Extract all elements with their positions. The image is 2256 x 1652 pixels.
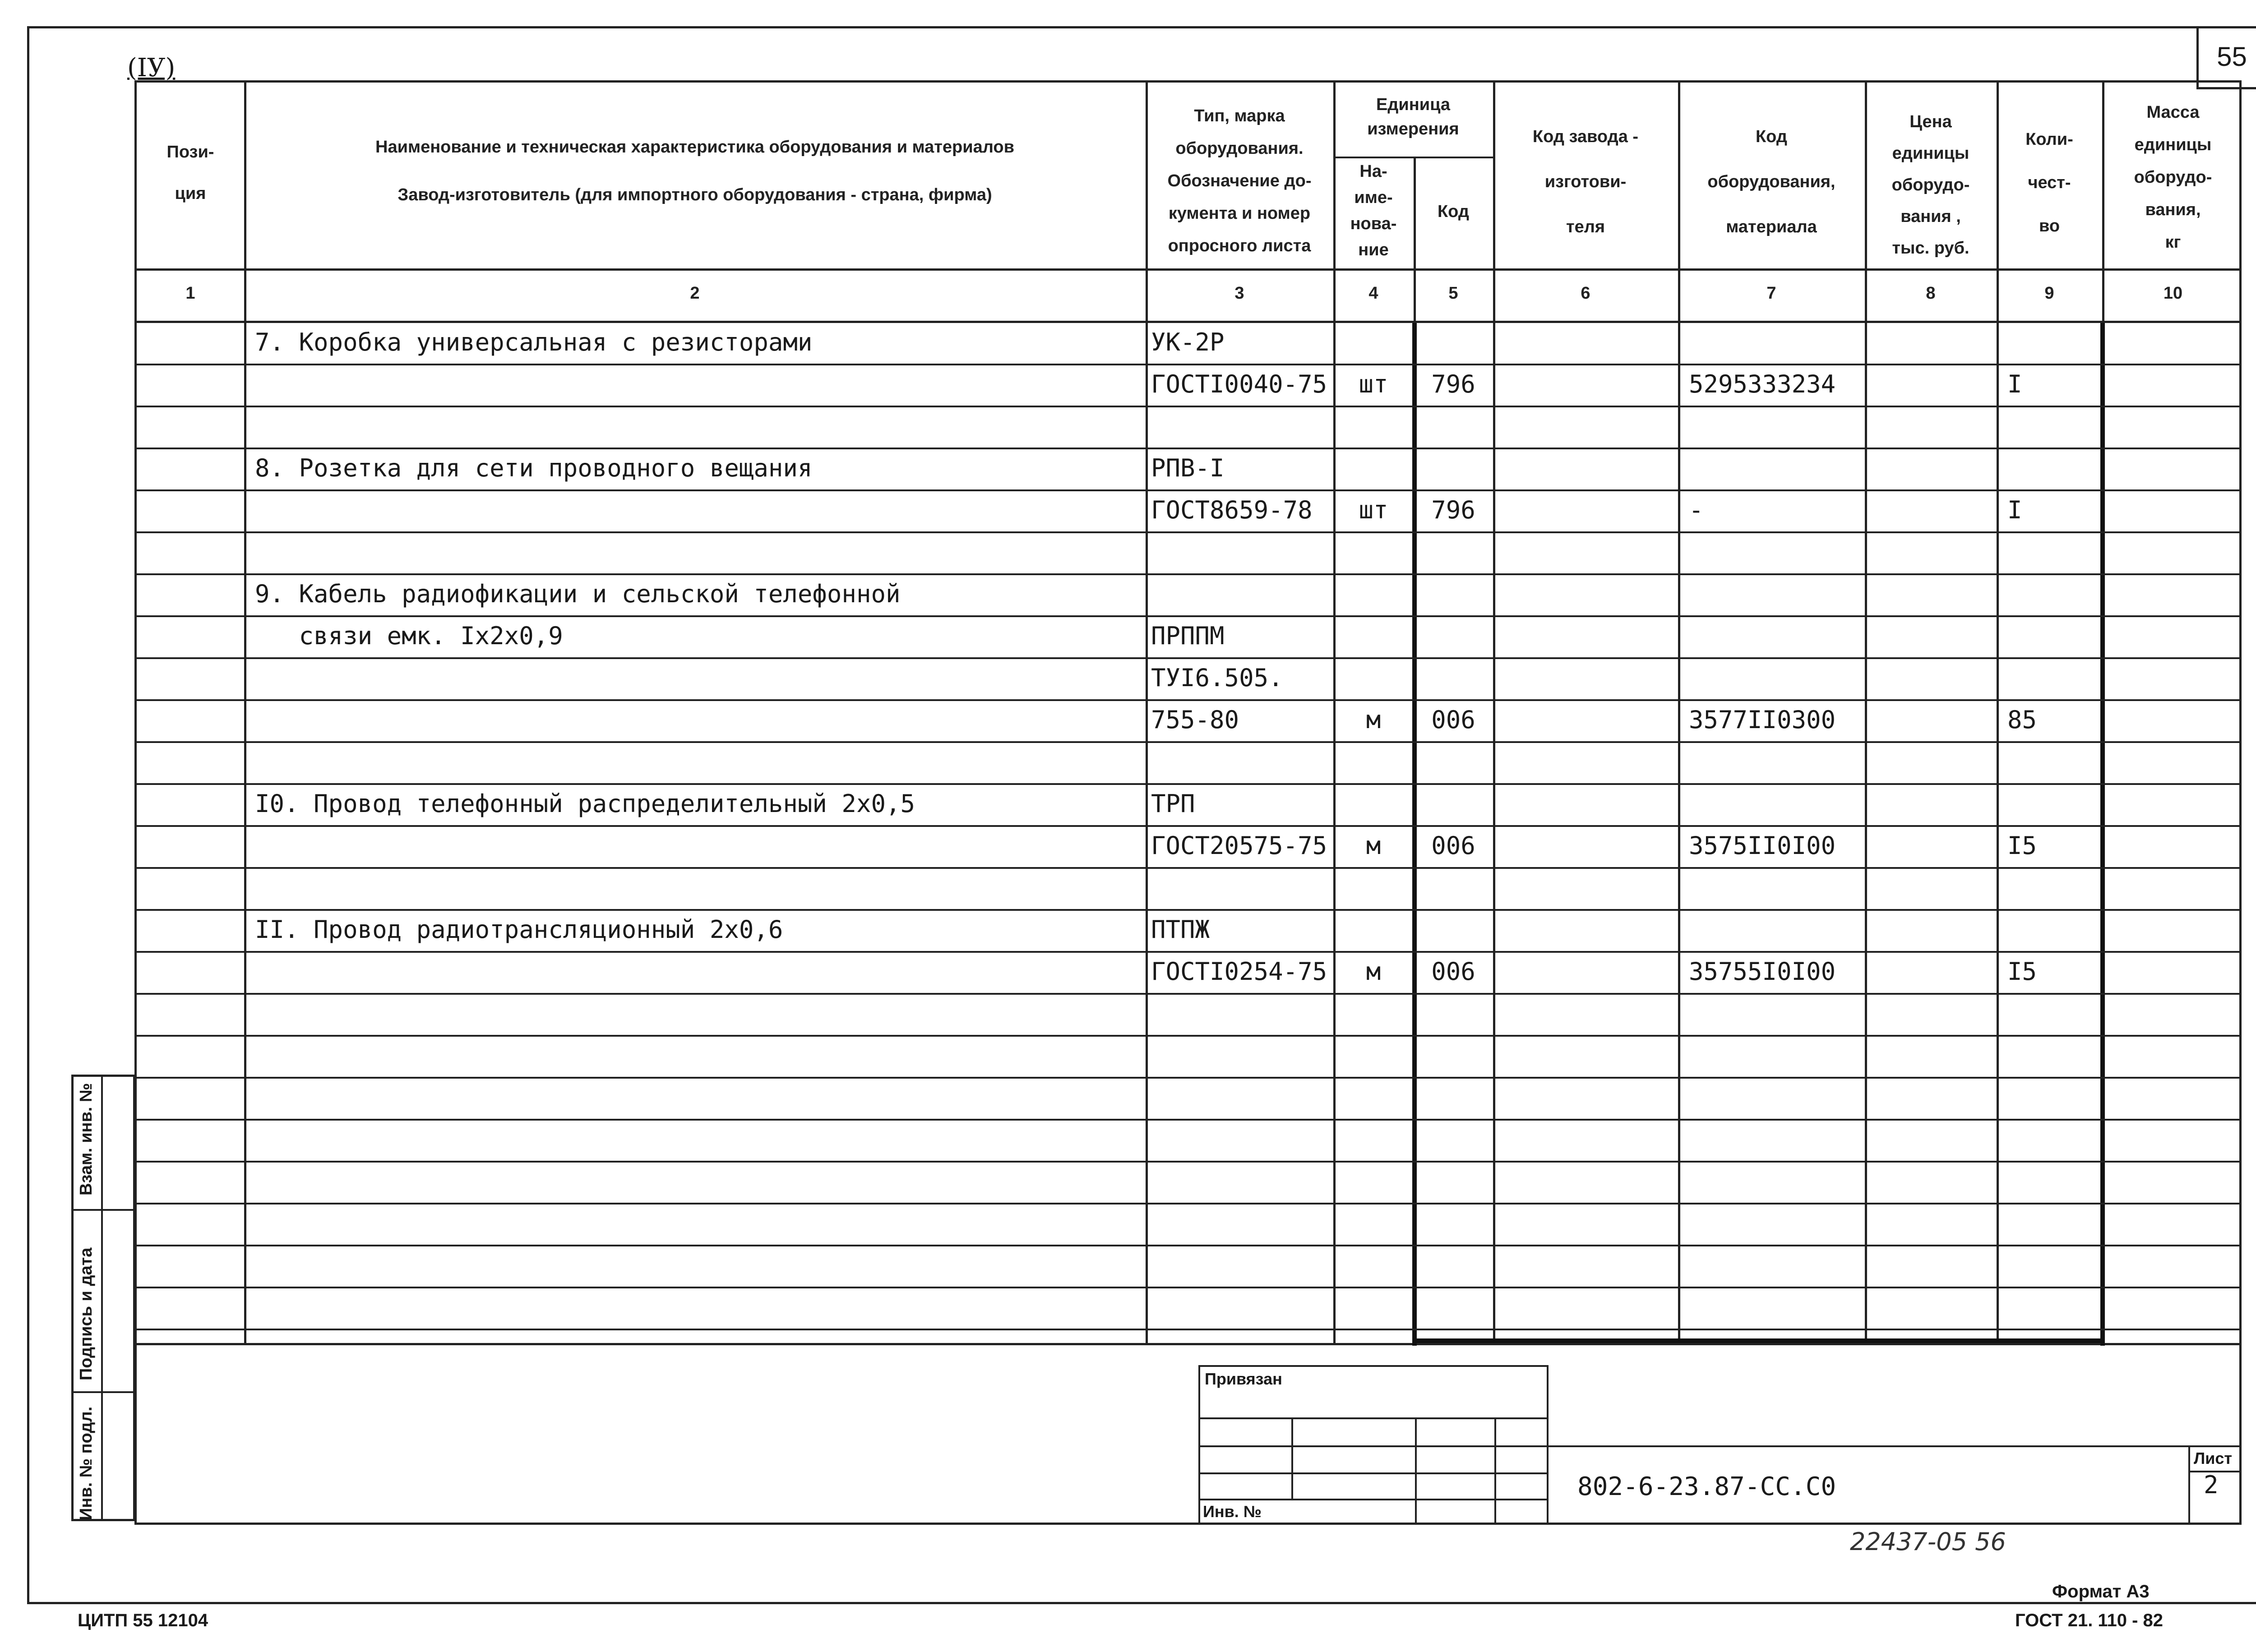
cell-eq-code: 3575II0I00: [1689, 831, 1836, 860]
cell-name: I0. Провод телефонный распределительный 2х0,5: [255, 789, 915, 818]
header-price: Цена единицы оборудо- вания , тыс. руб.: [1891, 112, 1970, 258]
cell-code: 796: [1431, 370, 1475, 398]
cell-type: ТРП: [1151, 789, 1195, 818]
cell-eq-code: -: [1689, 496, 1704, 524]
header-mass: Масса единицы оборудо- вания, кг: [2134, 103, 2212, 252]
cell-unit: м: [1366, 957, 1381, 986]
column-number: 1: [185, 284, 195, 303]
cell-eq-code: 3577II0300: [1689, 706, 1836, 734]
cell-type: УК-2Р: [1151, 328, 1225, 356]
handwritten-note: 22437-05 56: [1850, 1527, 2006, 1556]
cell-type: ПТПЖ: [1151, 915, 1210, 944]
cell-type: 755-80: [1151, 706, 1239, 734]
cell-name: 7. Коробка универсальная с резисторами: [255, 328, 813, 356]
column-number: 7: [1766, 284, 1776, 303]
cell-qty: I5: [2007, 831, 2037, 860]
column-number: 5: [1448, 284, 1458, 303]
cell-type: ГОСТI0040-75: [1151, 370, 1327, 398]
sheet-label: Лист: [2194, 1449, 2233, 1467]
side-label-original-inv: Инв. № подл.: [77, 1406, 96, 1520]
cell-code: 006: [1431, 706, 1475, 734]
cell-type: ТУI6.505.: [1151, 664, 1283, 692]
cell-eq-code: 35755I0I00: [1689, 957, 1836, 986]
sheet-number: 2: [2204, 1471, 2219, 1499]
column-number: 6: [1581, 284, 1590, 303]
column-number: 8: [1926, 284, 1936, 303]
cell-name: связи емк. Iх2х0,9: [255, 622, 563, 650]
cell-qty: 85: [2007, 706, 2037, 734]
header-unit-code: Код: [1437, 202, 1470, 221]
cell-name: 8. Розетка для сети проводного вещания: [255, 454, 813, 482]
side-label-replace-inv: Взам. инв. №: [77, 1083, 96, 1195]
header-unit-name: На- име- нова- ние: [1350, 162, 1397, 259]
cell-qty: I: [2007, 370, 2022, 398]
section-marker: (IУ): [127, 53, 176, 83]
column-number: 2: [690, 284, 700, 303]
gost-label: ГОСТ 21. 110 - 82: [2015, 1610, 2163, 1630]
side-label-signature-date: Подпись и дата: [77, 1247, 96, 1380]
header-equipment-code: Код оборудования, материала: [1707, 127, 1835, 236]
cell-code: 796: [1431, 496, 1475, 524]
cell-type: ГОСТ8659-78: [1151, 496, 1313, 524]
cell-qty: I: [2007, 496, 2022, 524]
column-number: 9: [2044, 284, 2054, 303]
column-number: 3: [1234, 284, 1244, 303]
printer-label: ЦИТП 55 12104: [78, 1610, 208, 1630]
header-type: Тип, марка оборудования. Обозначение до- кумента и номер опросного листа: [1167, 106, 1312, 255]
cell-unit: м: [1366, 831, 1381, 860]
cell-name: 9. Кабель радиофикации и сельской телефонной: [255, 580, 901, 608]
cell-unit: м: [1366, 706, 1381, 734]
cell-unit: шт: [1359, 370, 1388, 398]
header-name: Наименование и техническая характеристика оборудования и материалов Завод-изготовитель (для импортного оборудования - страна, фирма): [375, 138, 1014, 204]
specification-table: [134, 80, 2242, 1345]
document-code: 802-6-23.87-СС.С0: [1577, 1472, 1836, 1501]
inv-label: Инв. №: [1203, 1502, 1262, 1521]
header-position: Пози- ция: [166, 143, 214, 203]
cell-type: ПРППМ: [1151, 622, 1225, 650]
cell-code: 006: [1431, 831, 1475, 860]
header-unit-group: Единица измерения: [1367, 95, 1459, 138]
cell-name: II. Провод радиотрансляционный 2х0,6: [255, 915, 783, 944]
column-number: 10: [2163, 284, 2183, 303]
title-block: [134, 1344, 2242, 1525]
cell-code: 006: [1431, 957, 1475, 986]
page-number: 55: [2196, 26, 2256, 89]
cell-type: ГОСТ20575-75: [1151, 831, 1327, 860]
column-number: 4: [1368, 284, 1378, 303]
header-quantity: Коли- чест- во: [2025, 130, 2073, 235]
format-label: Формат А3: [2052, 1582, 2150, 1601]
cell-type: ГОСТI0254-75: [1151, 957, 1327, 986]
cell-unit: шт: [1359, 496, 1388, 524]
header-factory-code: Код завода - изготови- теля: [1532, 127, 1639, 236]
cell-qty: I5: [2007, 957, 2037, 986]
cell-type: РПВ-I: [1151, 454, 1225, 482]
cell-eq-code: 5295333234: [1689, 370, 1836, 398]
bound-label: Привязан: [1205, 1370, 1282, 1388]
